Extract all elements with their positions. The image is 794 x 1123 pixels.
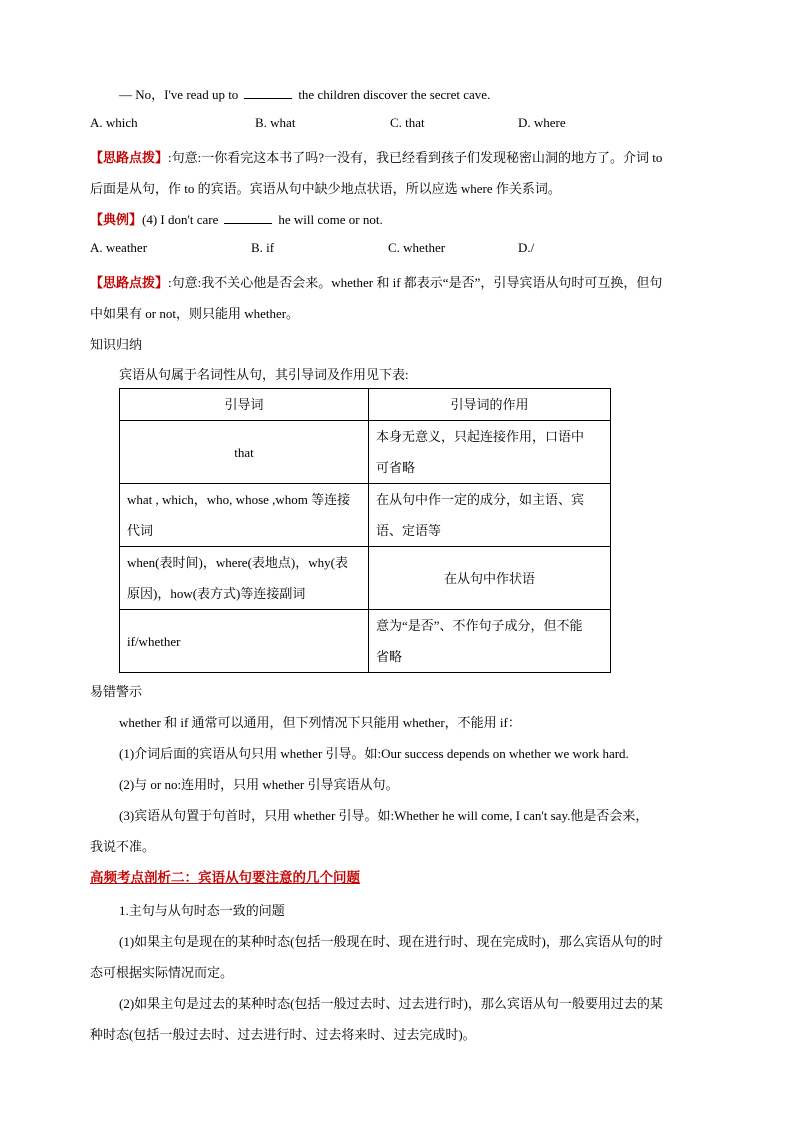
table-row: [120, 484, 611, 547]
cell-text: 意为“是否”、不作句子成分，但不能: [376, 618, 583, 633]
table-cell-use: [369, 421, 611, 484]
hint-tag: 【思路点拨】: [90, 150, 169, 165]
hint-text: 后面是从句，作 to 的宾语。宾语从句中缺少地点状语，所以应选 where 作关系词。: [90, 181, 561, 196]
table-cell-word: [120, 547, 369, 610]
hint-text: :句意:一你看完这本书了吗?一没有，我已经看到孩子们发现秘密山洞的地方了。介词 to: [168, 150, 663, 165]
stem-text: the children discover the secret cave.: [298, 87, 491, 102]
cell-text: when(表时间)，where(表地点)，why(表: [127, 555, 348, 570]
question-3-stem: [119, 84, 490, 103]
option-a: A. which: [90, 115, 138, 130]
warning-intro: whether 和 if 通常可以通用，但下列情况下只能用 whether，不能用 if：: [119, 715, 521, 730]
section-heading: 高频考点剖析二：宾语从句要注意的几个问题: [90, 870, 360, 885]
table-cell-word: [120, 610, 369, 673]
table-cell-use: [369, 547, 611, 610]
hint-text: 中如果有 or not，则只能用 whether。: [90, 306, 300, 321]
option-b: B. if: [251, 240, 275, 255]
paragraph-line: 种时态(包括一般过去时、过去进行时、过去将来时、过去完成时)。: [90, 1027, 476, 1042]
table-cell-word: [120, 421, 369, 484]
warning-point: (1)介词后面的宾语从句只用 whether 引导。如:Our success depends on whether we work hard.: [119, 746, 629, 761]
table-cell-use: [369, 484, 611, 547]
conjunction-table: [119, 388, 611, 673]
hint-paragraph: [90, 272, 662, 291]
example-tag: 【典例】: [90, 212, 143, 227]
warning-point: (2)与 or no:连用时，只用 whether 引导宾语从句。: [119, 777, 399, 792]
table-cell-word: [120, 484, 369, 547]
option-c: C. that: [390, 115, 425, 130]
hint-text: :句意:我不关心他是否会来。whether 和 if 都表示“是否”，引导宾语从句时可互换，但句: [168, 275, 663, 290]
summary-title: 知识归纳: [90, 337, 143, 352]
warning-title: 易错警示: [90, 684, 143, 699]
answer-blank: [224, 213, 272, 224]
cell-text: 语、定语等: [376, 523, 442, 538]
table-cell-use: [369, 610, 611, 673]
option-c: C. whether: [388, 240, 446, 255]
option-a: A. weather: [90, 240, 148, 255]
stem-text: (4) I don't care: [142, 212, 219, 227]
table-row: [120, 421, 611, 484]
hint-tag: 【思路点拨】: [90, 275, 169, 290]
cell-text: 本身无意义，只起连接作用，口语中: [376, 429, 585, 444]
table-header-row: [120, 389, 611, 421]
cell-text: 在从句中作一定的成分，如主语、宾: [376, 492, 585, 507]
answer-blank: [244, 88, 292, 99]
cell-text: 可省略: [376, 460, 416, 475]
paragraph-line: (1)如果主句是现在的某种时态(包括一般现在时、现在进行时、现在完成时)，那么宾语从句的时: [119, 934, 663, 949]
cell-text: 在从句中作状语: [443, 570, 535, 586]
table-row: [120, 610, 611, 673]
cell-text: that: [234, 444, 254, 460]
option-d: D./: [518, 240, 535, 255]
table-header: 引导词的作用: [369, 389, 611, 421]
paragraph-line: 态可根据实际情况而定。: [90, 965, 234, 980]
cell-text: if/whether: [127, 633, 181, 649]
cell-text: 原因)，how(表方式)等连接副词: [127, 586, 306, 601]
option-d: D. where: [518, 115, 566, 130]
paragraph-line: (2)如果主句是过去的某种时态(包括一般过去时、过去进行时)，那么宾语从句一般要用过去的某: [119, 996, 663, 1011]
table-header: 引导词: [120, 389, 369, 421]
warning-point: 我说不准。: [90, 839, 156, 854]
option-b: B. what: [255, 115, 296, 130]
question-4-stem: [90, 209, 383, 228]
cell-text: 代词: [127, 523, 154, 538]
stem-text: he will come or not.: [278, 212, 383, 227]
cell-text: 省略: [376, 649, 403, 664]
table-row: [120, 547, 611, 610]
hint-paragraph: [90, 147, 662, 166]
subsection-title: 1.主句与从句时态一致的问题: [119, 903, 285, 918]
stem-text: — No，I've read up to: [119, 87, 239, 102]
warning-point: (3)宾语从句置于句首时，只用 whether 引导。如:Whether he will come, I can't say.他是否会来，: [119, 808, 649, 823]
summary-intro: 宾语从句属于名词性从句，其引导词及作用见下表:: [119, 367, 409, 382]
cell-text: what , which，who, whose ,whom 等连接: [127, 492, 351, 507]
